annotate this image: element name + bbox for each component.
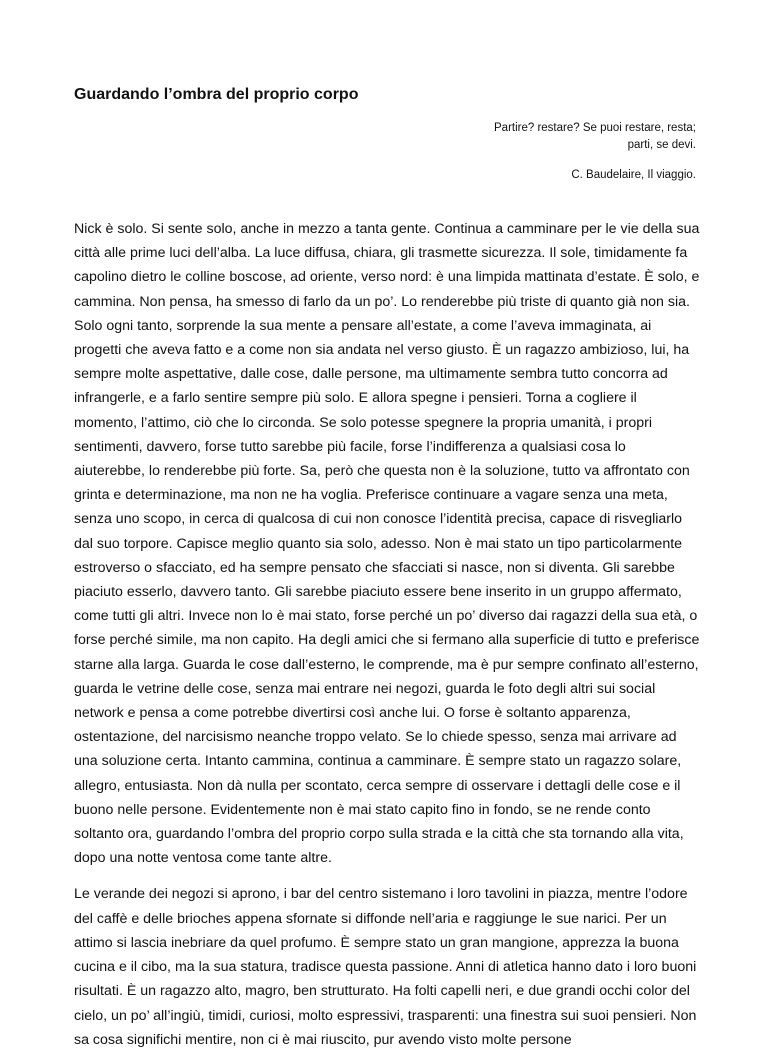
epigraph-line-1: Partire? restare? Se puoi restare, resta; <box>494 122 696 134</box>
epigraph <box>376 120 696 154</box>
paragraph-1: Nick è solo. Si sente solo, anche in mezzo a tanta gente. Continua a camminare per le vie della sua città alle prime luci dell’alba. La luce diffusa, chiara, gli trasmette sicurezza. Il sole, timidamente fa capolino dietro le colline boscose, ad oriente, verso nord: è una limpida mattinata d’estate. È solo, e cammina. Non pensa, ha smesso di farlo da un po’. Lo renderebbe più triste di quanto già non sia. Solo ogni tanto, sorprende la sua mente a pensare all’estate, a come l’aveva immaginata, ai progetti che aveva fatto e a come non sia andata nel verso giusto. È un ragazzo ambizioso, lui, ha sempre molte aspettative, dalle cose, dalle persone, ma ultimamente sembra tutto concorra ad infrangerle, e a farlo sentire sempre più solo. E allora spegne i pensieri. Torna a cogliere il momento, l’attimo, ciò che lo circonda. Se solo potesse spegnere la propria umanità, i propri sentimenti, davvero, forse tutto sarebbe più facile, forse l’indifferenza a qualsiasi cosa lo aiuterebbe, lo renderebbe più forte. Sa, però che questa non è la soluzione, tutto va affrontato con grinta e determinazione, ma non ne ha voglia. Preferisce continuare a vagare senza una meta, senza uno scopo, in cerca di qualcosa di cui non conosce l’identità precisa, capace di risvegliarlo dal suo torpore. Capisce meglio quanto sia solo, adesso. Non è mai stato un tipo particolarmente estroverso o sfacciato, ed ha sempre pensato che sfacciati si nasce, non si diventa. Gli sarebbe piaciuto esserlo, davvero tanto. Gli sarebbe piaciuto essere bene inserito in un gruppo affermato, come tutti gli altri. Invece non lo è mai stato, forse perché un po’ diverso dai ragazzi della sua età, o forse perché simile, ma non capito. Ha degli amici che si fermano alla superficie di tutto e preferisce starne alla larga. Guarda le cose dall’esterno, le comprende, ma è pur sempre confinato all’esterno, guarda le vetrine delle cose, senza mai entrare nei negozi, guarda le foto degli altri sui social network e pensa a come potrebbe divertirsi così anche lui. O forse è soltanto apparenza, ostentazione, del narcisismo neanche troppo velato. Se lo chiede spesso, senza mai arrivare ad una soluzione certa. Intanto cammina, continua a camminare. È sempre stato un ragazzo solare, allegro, entusiasta. Non dà nulla per scontato, cerca sempre di osservare i dettagli delle cose e il buono nelle persone. Evidentemente non è mai stato capito fino in fondo, se ne rende conto soltanto ora, guardando l’ombra del proprio corpo sulla strada e la città che sta tornando alla vita, dopo una notte ventosa come tante altre. <box>74 221 700 867</box>
paragraph-2: Le verande dei negozi si aprono, i bar del centro sistemano i loro tavolini in piazza, mentre l’odore del caffè e delle brioches appena sfornate si diffonde nell’aria e raggiunge le sue narici. Per un attimo si lascia inebriare da quel profumo. È sempre stato un gran mangione, apprezza la buona cucina e il cibo, ma la sua statura, tradisce questa passione. Anni di atletica hanno dato i loro buoni risultati. È un ragazzo alto, magro, ben strutturato. Ha folti capelli neri, e due grandi occhi color del cielo, un po’ all’ingiù, timidi, curiosi, molto espressivi, trasparenti: una finestra sui suoi pensieri. Non sa cosa significhi mentire, non ci è mai riuscito, pur avendo visto molte persone <box>74 886 697 1048</box>
document-title: Guardando l’ombra del proprio corpo <box>74 86 359 103</box>
epigraph-line-2: parti, se devi. <box>627 139 696 151</box>
epigraph-attribution: C. Baudelaire, Il viaggio. <box>571 169 696 181</box>
document-body <box>74 217 700 1064</box>
